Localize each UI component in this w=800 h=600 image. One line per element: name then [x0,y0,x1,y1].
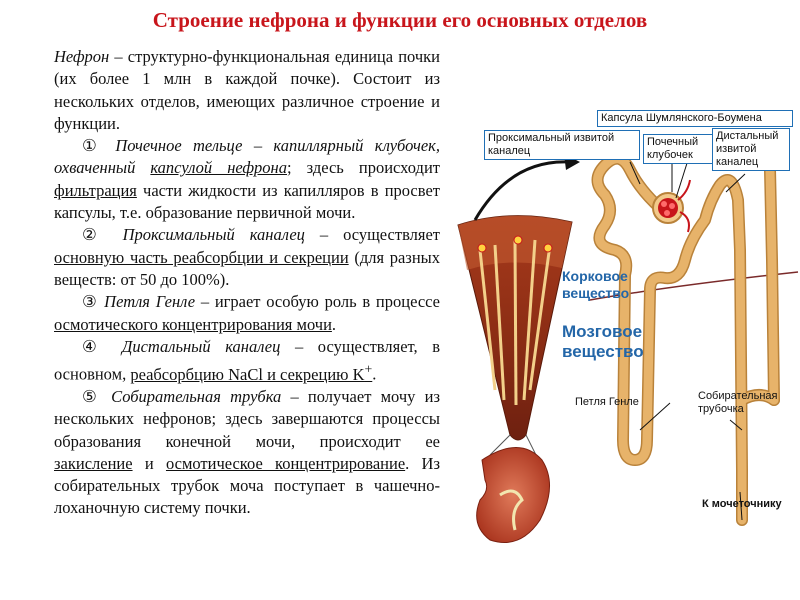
text-span: – осуществляет [304,225,440,245]
number-4: ④ [82,336,108,356]
label-loop: Петля Генле [575,396,639,408]
term-filtration: фильтрация [54,180,137,200]
label-capsule: Капсула Шумлянского-Боумена [597,110,793,127]
pointer-arrow [475,162,568,220]
term-distal: Дистальный каналец [107,336,281,356]
text-span: части жидкости из капилляров в просвет капсулы, т.е. образование первичной мочи. [54,180,440,223]
number-3: ③ [82,292,99,312]
label-ureter: К мочеточнику [702,498,782,510]
text-span: ; здесь происходит [286,158,440,178]
number-5: ⑤ [82,386,102,406]
page-title: Строение нефрона и функции его основных отделов [152,8,648,32]
label-proximal: Проксимальный извитой каналец [484,130,640,160]
paragraph-collecting [54,386,440,520]
label-medulla: Мозговое вещество [562,322,644,361]
text-span: и [132,453,166,473]
label-glomerulus: Почечный клубочек [643,134,715,164]
text-span: (для разных веществ: от 50 до 100%). [54,247,440,289]
term-proximal: Проксимальный каналец [107,225,305,245]
term-renal-corpuscle: Почечное тельце – капиллярный клубочек, охваченный [54,136,440,178]
paragraph-proximal [54,224,440,291]
text-span: – структурно-функциональная единица почки (их более 1 млн в каждой почке). Состоит из нескольких отделов, имеющих различное строение и функции. [54,47,440,133]
label-cortex: Корковое вещество [562,268,630,301]
text-span: – играет особую роль в процессе [195,292,440,312]
number-2: ② [82,225,108,245]
paragraph-loop [54,291,440,336]
text-span: реабсорбцию NaCl и секрецию K [130,364,365,384]
term-concentration: осмотическое концентрирование [165,453,406,473]
superscript-plus: + [364,361,373,377]
paragraph-renal-corpuscle [54,135,440,224]
label-collecting: Собирательная трубочка [698,390,778,415]
term-loop: Петля Генле [98,292,196,312]
term-reabsorption: основную часть реабсорбции и секреции [54,247,349,267]
label-distal: Дистальный извитой каналец [712,128,790,171]
term-acidification: закисление [54,453,133,473]
text-span: – получает мочу из нескольких нефронов; здесь завершаются процессы образования конечной мочи, происходит ее [54,386,440,451]
paragraph-nephron [54,46,440,135]
term-nacl [130,361,373,384]
term-osmotic: осмотического концентрирования мочи [54,314,332,334]
term-collecting: Собирательная трубка [101,386,282,406]
text-span: . [372,364,377,384]
text-span: – осуществляет, в основном, [54,336,440,384]
paragraph-distal [54,336,440,386]
term-nephron: Нефрон [54,47,110,66]
description-text [54,46,440,520]
number-1: ① [82,136,104,156]
term-capsule: капсулой нефрона [150,158,287,178]
text-span: . Из собирательных трубок моча поступает в чашечно-лоханочную систему почки. [54,453,440,518]
text-span: . [331,314,337,334]
